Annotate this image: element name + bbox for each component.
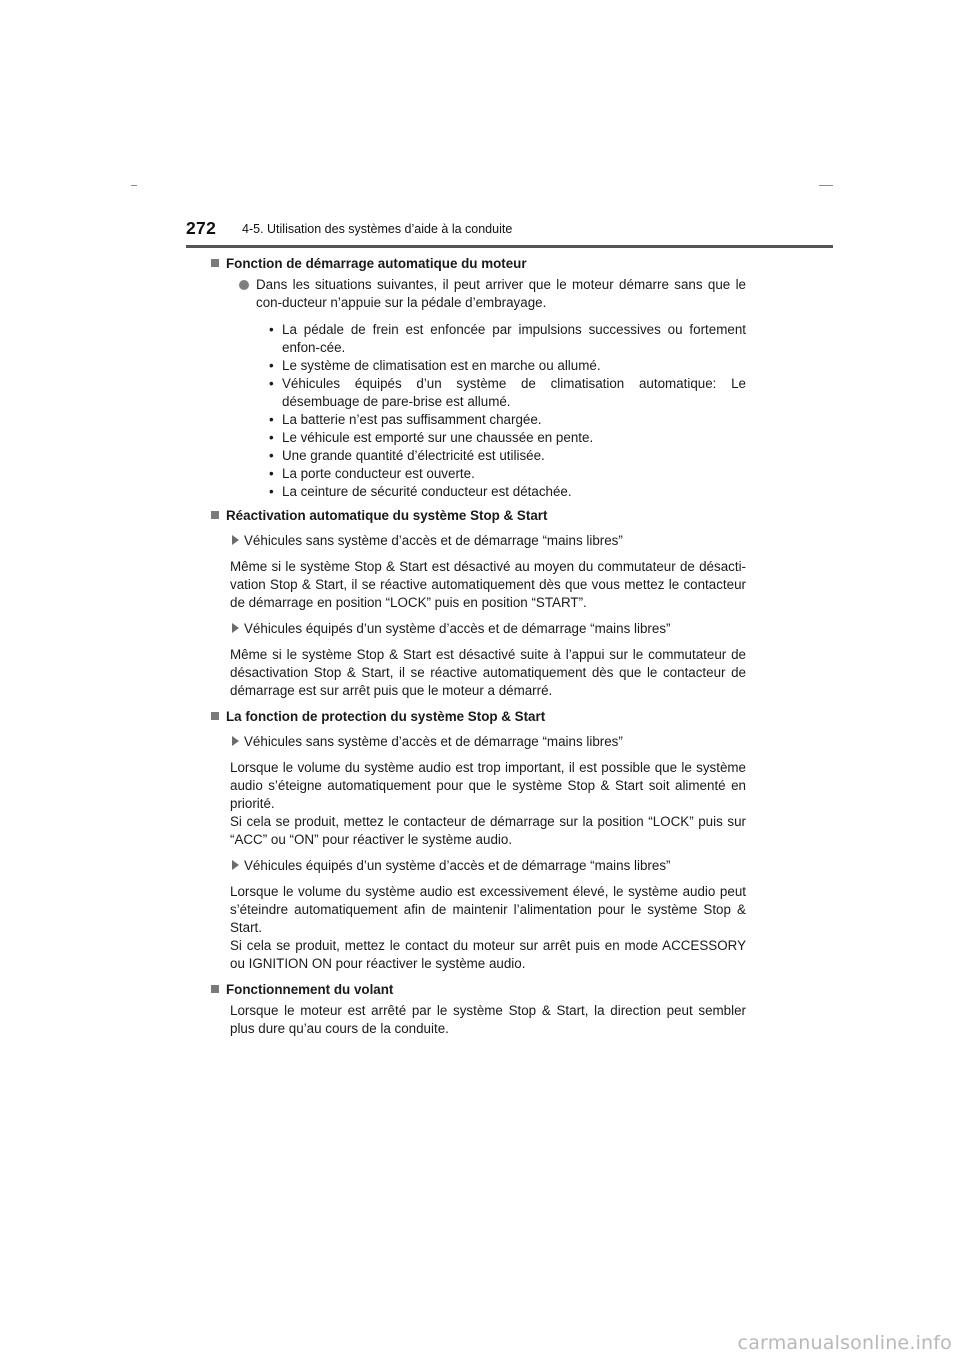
list-item: • La porte conducteur est ouverte.: [269, 466, 475, 481]
section-heading: [211, 708, 746, 726]
case-label-text: Véhicules équipés d’un système d’accès et de démarrage “mains libres”: [244, 621, 671, 636]
heading-text: Fonctionnement du volant: [226, 982, 394, 997]
section-heading: [211, 507, 746, 525]
crop-mark-left: [131, 185, 137, 186]
arrow-right-icon: [232, 535, 239, 545]
heading-text: Réactivation automatique du système Stop & Start: [226, 508, 548, 523]
list-item: • Le véhicule est emporté sur une chaussée en pente.: [269, 430, 594, 445]
watermark: carmanualsonline.info: [737, 1332, 952, 1354]
square-bullet-icon: [211, 712, 219, 720]
list-item-text: Une grande quantité d’électricité est utilisée.: [282, 448, 545, 463]
square-bullet-icon: [211, 511, 219, 519]
case-label: [230, 733, 746, 751]
list-item-text: Le véhicule est emporté sur une chaussée en pente.: [282, 430, 594, 445]
list-item: • La pédale de frein est enfoncée par impulsions successives ou fortement enfon-cée.: [269, 322, 746, 355]
crop-mark-right: [819, 185, 833, 186]
header-rule: [186, 245, 833, 248]
arrow-right-icon: [232, 736, 239, 746]
page-number: 272: [186, 218, 217, 238]
bullet-list: [230, 321, 746, 501]
arrow-right-icon: [232, 860, 239, 870]
section-title: 4-5. Utilisation des systèmes d’aide à la conduite: [242, 222, 513, 236]
list-item: • Le système de climatisation est en marche ou allumé.: [269, 358, 601, 373]
list-item-text: Véhicules équipés d’un système de climatisation automatique: Le désembuage de pare-brise est allumé.: [282, 376, 746, 409]
list-item-text: La porte conducteur est ouverte.: [282, 466, 475, 481]
heading-text: La fonction de protection du système Stop & Start: [226, 709, 546, 724]
case-label-text: Véhicules sans système d’accès et de démarrage “mains libres”: [244, 533, 623, 548]
paragraph: Dans les situations suivantes, il peut arriver que le moteur démarre sans que le con-ducteur n’appuie sur la pédale d’embrayage.: [256, 277, 746, 310]
case-label-text: Véhicules sans système d’accès et de démarrage “mains libres”: [244, 734, 623, 749]
paragraph: Lorsque le moteur est arrêté par le système Stop & Start, la direction peut sembler plus dure qu’au cours de la conduite.: [230, 1003, 746, 1036]
case-label: [230, 620, 746, 638]
list-item: • La batterie n’est pas suffisamment chargée.: [269, 412, 542, 427]
list-item: • Une grande quantité d’électricité est utilisée.: [269, 448, 545, 463]
case-label: [230, 857, 746, 875]
case-label: [230, 532, 746, 550]
list-item-text: La ceinture de sécurité conducteur est détachée.: [282, 484, 572, 499]
paragraph: Si cela se produit, mettez le contact du moteur sur arrêt puis en mode ACCESSORY ou IGNITION ON pour réactiver le système audio.: [230, 938, 746, 971]
list-item-text: La batterie n’est pas suffisamment chargée.: [282, 412, 542, 427]
case-label-text: Véhicules équipés d’un système d’accès et de démarrage “mains libres”: [244, 858, 671, 873]
square-bullet-icon: [211, 259, 219, 267]
circle-item: [230, 276, 746, 312]
paragraph: Lorsque le volume du système audio est excessivement élevé, le système audio peut s’éteindre automatiquement afin de maintenir l’alimentation pour le système Stop & Start.: [230, 884, 746, 935]
paragraph: Lorsque le volume du système audio est trop important, il est possible que le système audio s’éteigne automatiquement pour que le système Stop & Start soit alimenté en priorité.: [230, 760, 746, 811]
list-item-text: La pédale de frein est enfoncée par impulsions successives ou fortement enfon-cée.: [282, 322, 746, 355]
arrow-right-icon: [232, 623, 239, 633]
square-bullet-icon: [211, 985, 219, 993]
page-content: [211, 255, 746, 1038]
list-item: • Véhicules équipés d’un système de climatisation automatique: Le désembuage de pare-brise est allumé.: [269, 376, 746, 409]
circle-bullet-icon: [239, 280, 249, 290]
list-item: • La ceinture de sécurité conducteur est détachée.: [269, 484, 572, 499]
paragraph: Si cela se produit, mettez le contacteur de démarrage sur la position “LOCK” puis sur “ACC” ou “ON” pour réactiver le système audio.: [230, 814, 746, 847]
list-item-text: Le système de climatisation est en marche ou allumé.: [282, 358, 601, 373]
section-heading: [211, 981, 746, 999]
heading-text: Fonction de démarrage automatique du moteur: [226, 256, 527, 271]
section-heading: [211, 255, 746, 273]
paragraph: Même si le système Stop & Start est désactivé au moyen du commutateur de désacti-vation Stop & Start, il se réactive automatiquement dès que vous mettez le contacteur de démarrage en position “LOCK” puis en position “START”.: [230, 559, 746, 610]
paragraph: Même si le système Stop & Start est désactivé suite à l’appui sur le commutateur de désactivation Stop & Start, il se réactive automatiquement dès que le contacteur de démarrage est sur arrêt puis que le moteur a démarré.: [230, 647, 746, 698]
